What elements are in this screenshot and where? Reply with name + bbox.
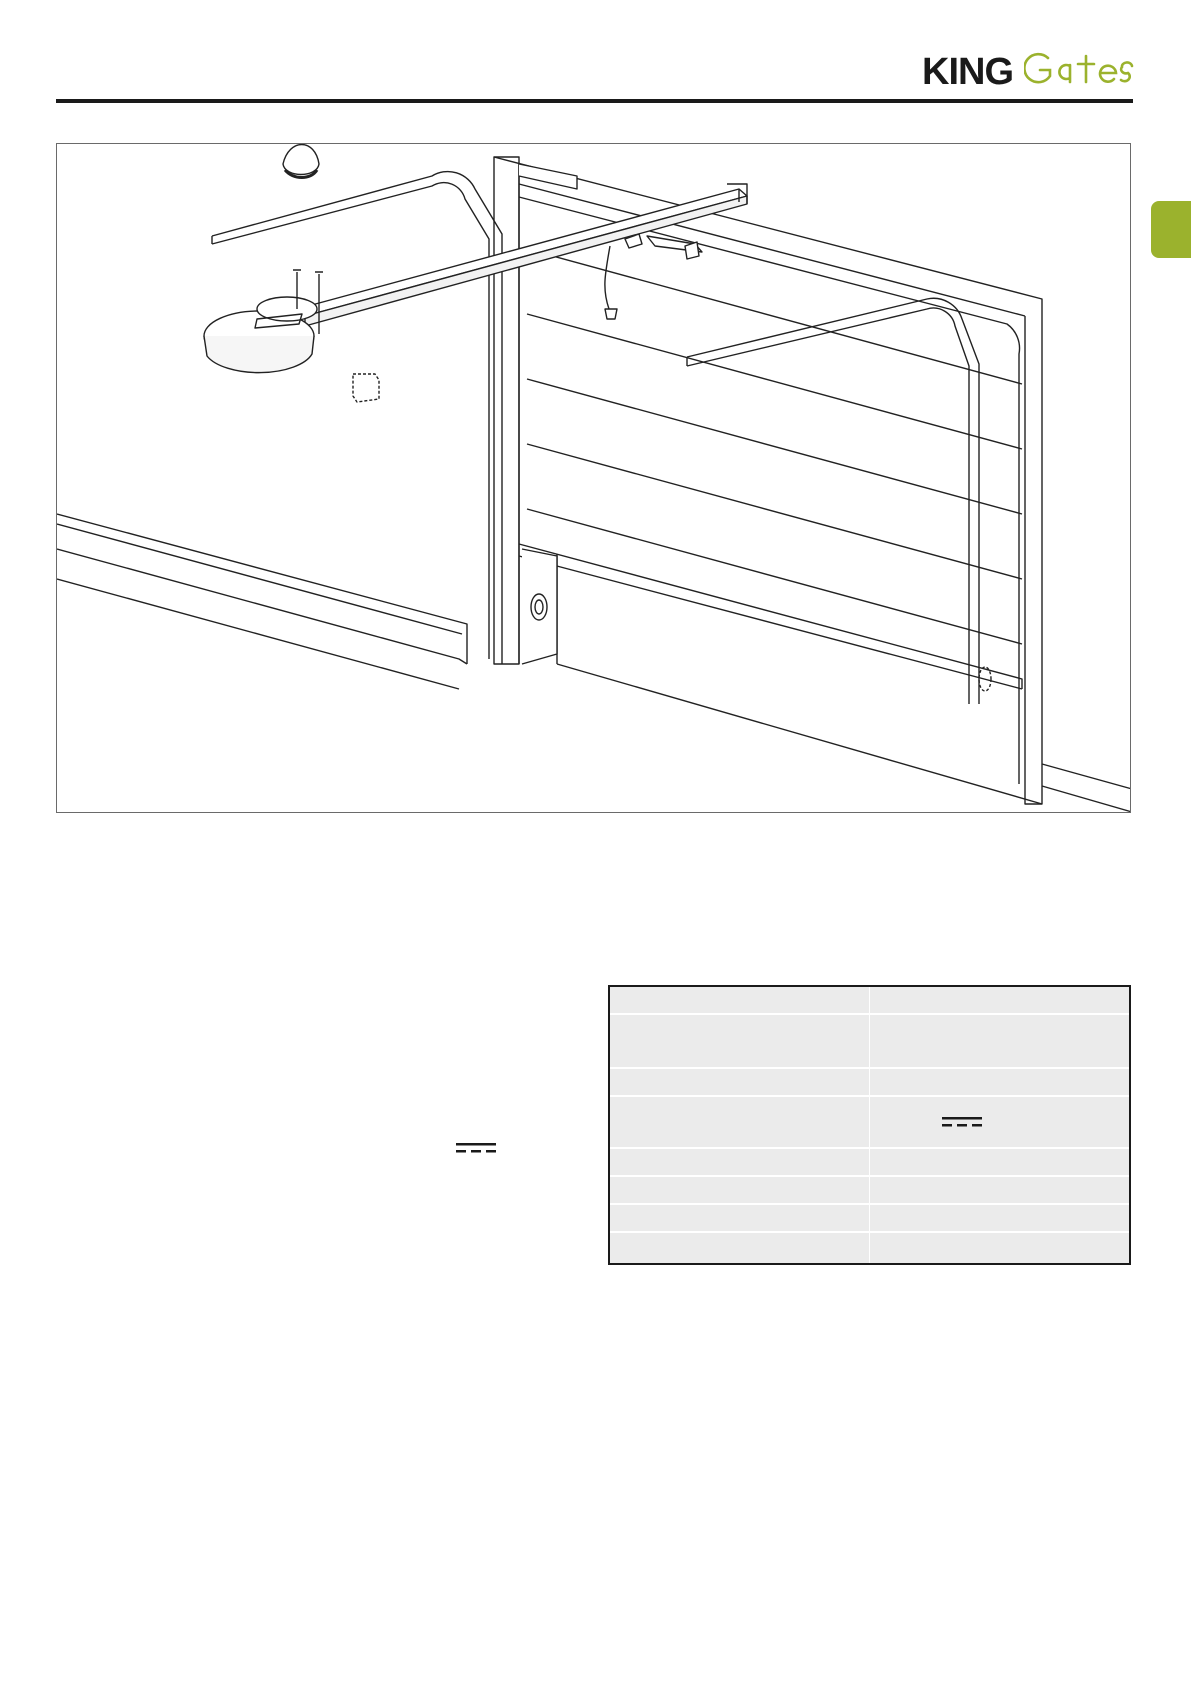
spec-value bbox=[870, 1097, 1129, 1147]
spec-label bbox=[610, 1177, 870, 1203]
table-row bbox=[610, 1149, 1129, 1175]
spec-label bbox=[610, 1149, 870, 1175]
spec-label bbox=[610, 1233, 870, 1263]
kinggates-logo bbox=[922, 52, 1136, 92]
header-rule bbox=[56, 99, 1133, 103]
table-row bbox=[610, 1015, 1129, 1067]
spec-value bbox=[870, 1015, 1129, 1067]
table-row bbox=[610, 987, 1129, 1013]
installation-drawing bbox=[57, 144, 1131, 813]
table-row bbox=[610, 1069, 1129, 1095]
spec-label bbox=[610, 1069, 870, 1095]
table-row bbox=[610, 1177, 1129, 1203]
spec-label bbox=[610, 1015, 870, 1067]
logo-gates-text bbox=[1013, 51, 1136, 93]
logo-king-text: KING bbox=[922, 51, 1013, 93]
spec-value bbox=[870, 1069, 1129, 1095]
spec-label bbox=[610, 1097, 870, 1147]
direct-current-symbol-icon bbox=[942, 1115, 982, 1129]
direct-current-symbol-icon bbox=[456, 1141, 496, 1155]
spec-value bbox=[870, 1149, 1129, 1175]
spec-value bbox=[870, 1233, 1129, 1263]
spec-value bbox=[870, 987, 1129, 1013]
spec-table bbox=[608, 985, 1131, 1265]
spec-value bbox=[870, 1205, 1129, 1231]
table-row bbox=[610, 1097, 1129, 1147]
table-row bbox=[610, 1233, 1129, 1263]
installation-figure bbox=[56, 143, 1131, 813]
spec-label bbox=[610, 987, 870, 1013]
table-row bbox=[610, 1205, 1129, 1231]
section-tab-marker bbox=[1151, 201, 1191, 258]
spec-value bbox=[870, 1177, 1129, 1203]
logo-gates-wordmark bbox=[1024, 52, 1136, 86]
spec-label bbox=[610, 1205, 870, 1231]
